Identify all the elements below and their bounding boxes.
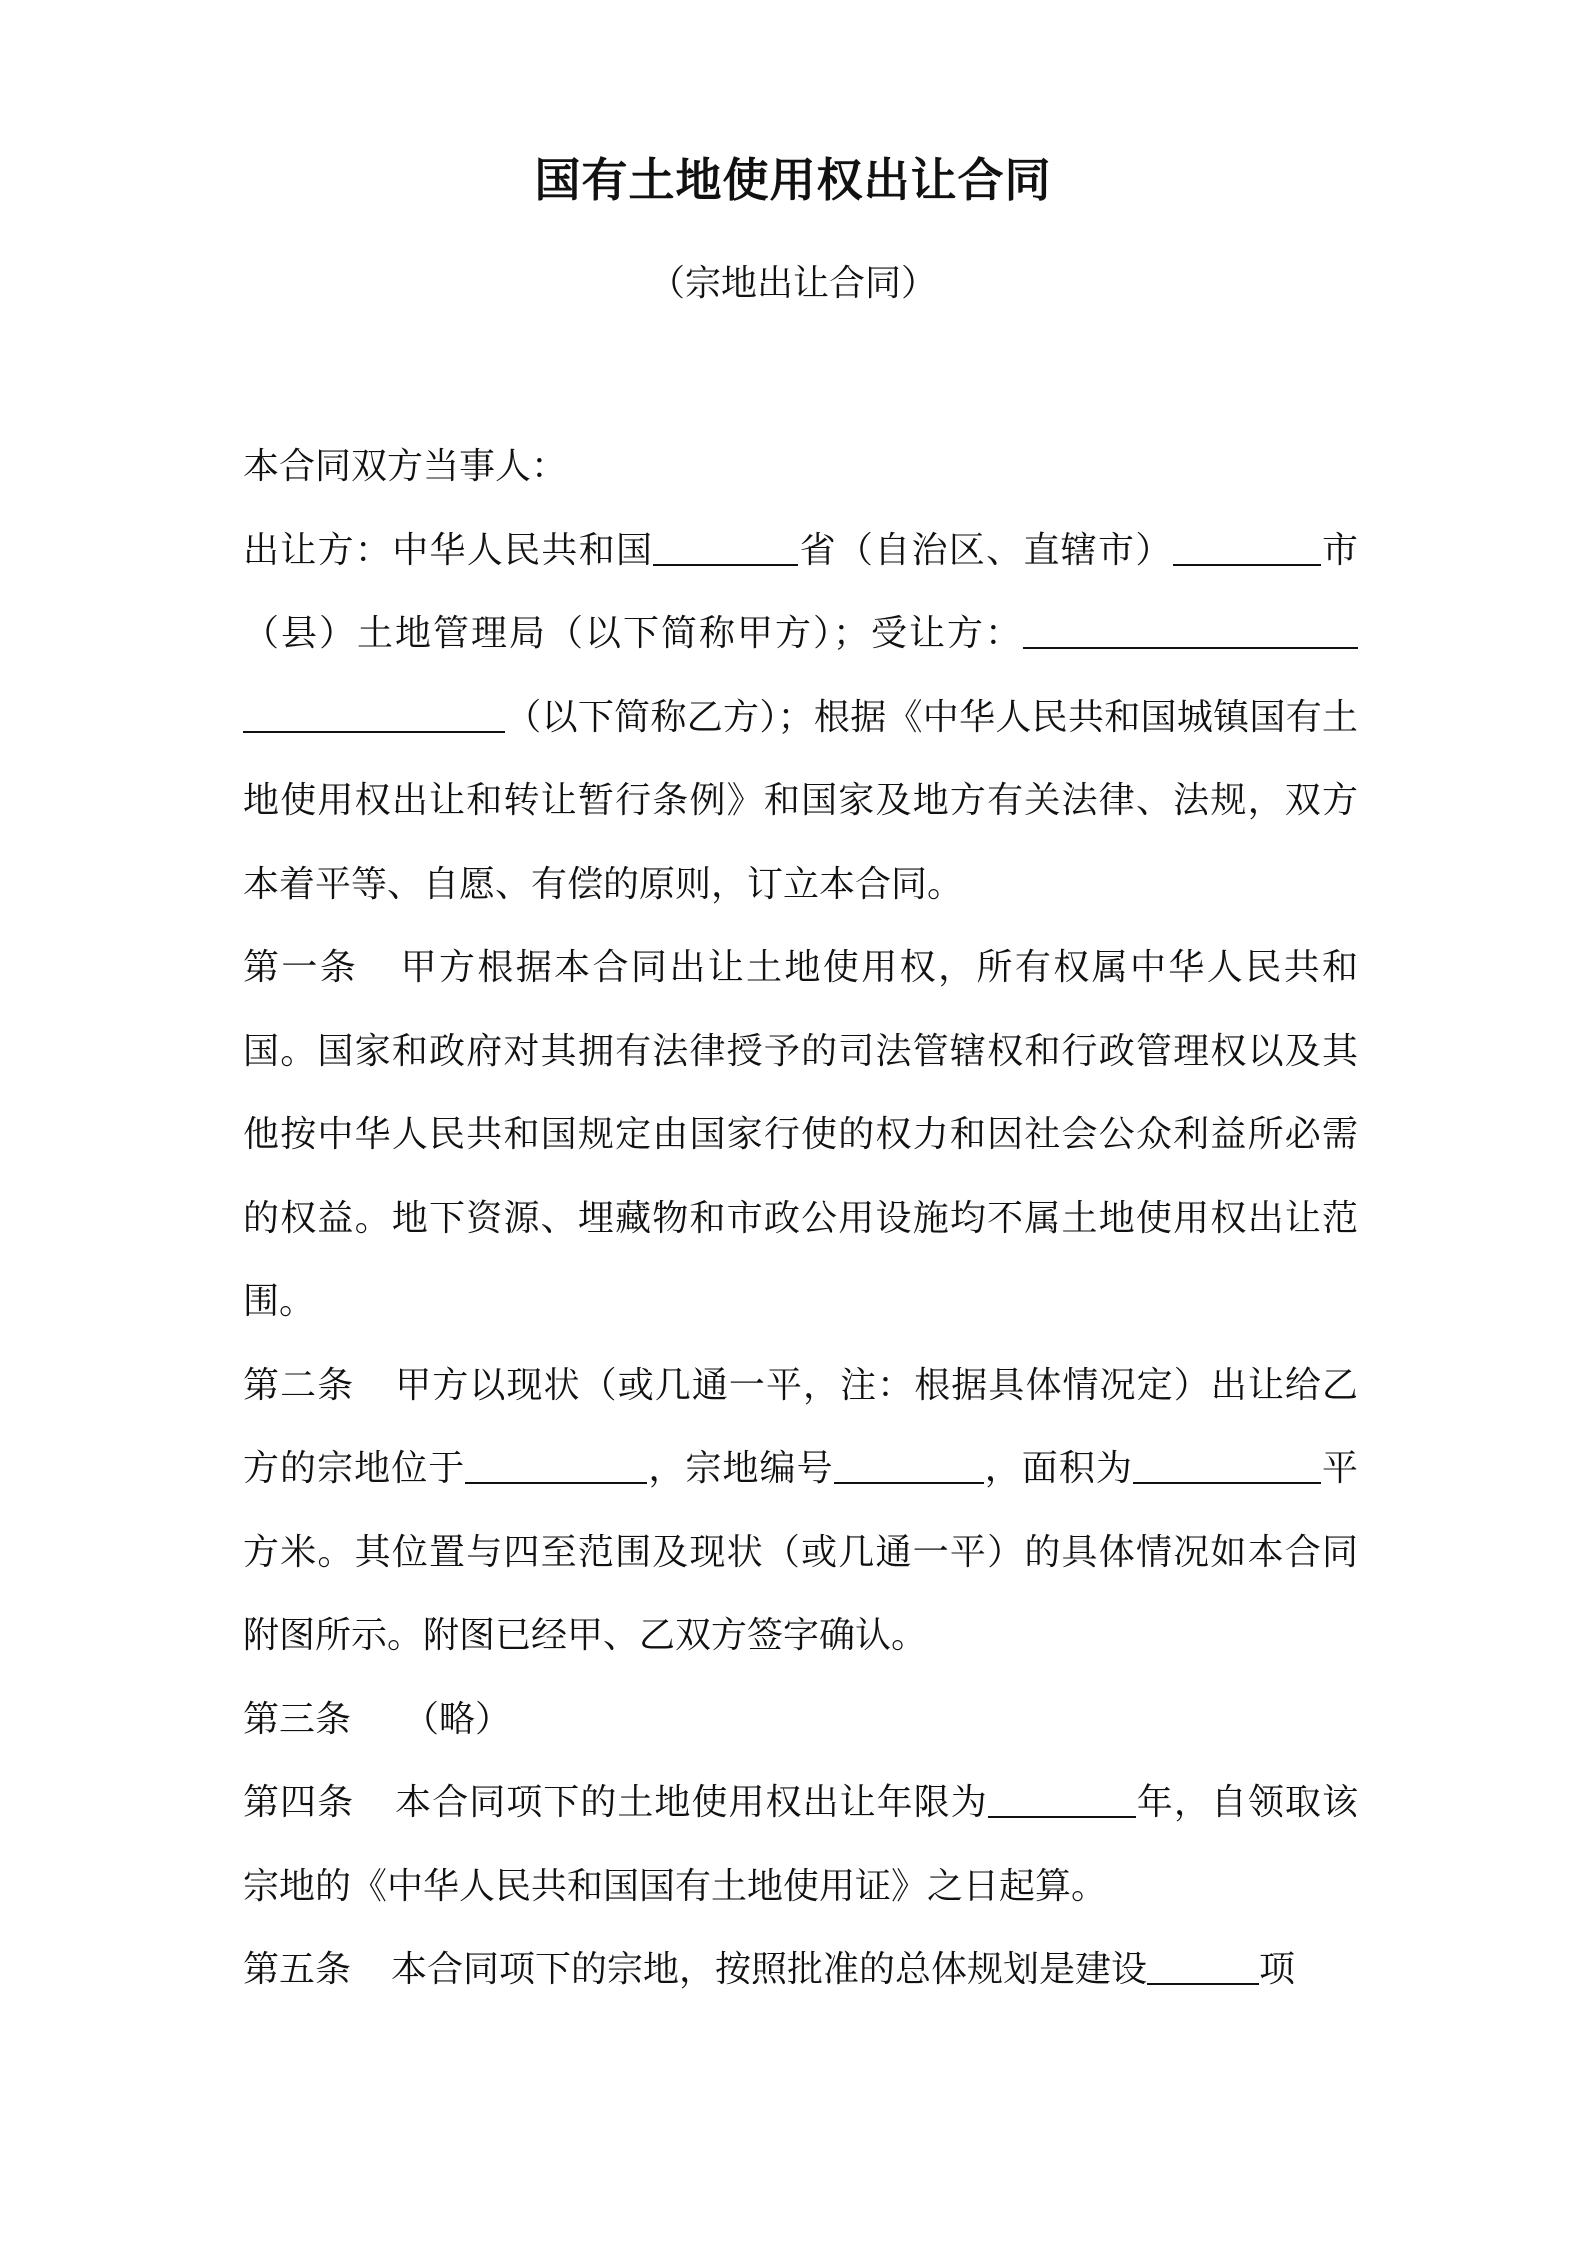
grantee-blank-continued[interactable] (243, 693, 505, 733)
article-2-text-c: ，面积为 (983, 1448, 1133, 1489)
article-1-text: 甲方根据本合同出让土地使用权，所有权属中华人民共和国。国家和政府对其拥有法律授予的司法管辖权和行政管理权以及其他按中华人民共和国规定由国家行使的权力和因社会公众利益所必需的权益。地下资源、埋藏物和市政公用设施均不属土地使用权出让范围。 (243, 947, 1358, 1322)
bureau-text: 市（县）土地管理局（以下简称甲方）；受让方： (243, 529, 1358, 654)
article-4-label: 第四条 (243, 1782, 355, 1823)
article-3-text: （略） (403, 1698, 512, 1740)
article-5-label: 第五条 (243, 1949, 352, 1990)
parties-paragraph (243, 509, 1358, 927)
article-5 (243, 1928, 1358, 2012)
article-2-text-b: ，宗地编号 (647, 1448, 834, 1489)
article-4-text-a: 本合同项下的土地使用权出让年限为 (394, 1782, 988, 1823)
grantee-blank[interactable] (1023, 610, 1358, 650)
parties-heading: 本合同双方当事人： (243, 446, 568, 487)
article-4 (243, 1761, 1358, 1928)
article-5-text-b: 项 (1259, 1949, 1296, 1990)
article-4-text-b: 年，自领取该宗地的《中华人民共和国国有土地使用证》之日起算。 (243, 1782, 1358, 1907)
article-1 (243, 926, 1358, 1344)
city-blank[interactable] (1173, 526, 1321, 566)
contract-body (243, 425, 1358, 2012)
article-2-text-a: 甲方以现状（或几通一平，注：根据具体情况定）出让给乙方的宗地位于 (243, 1364, 1358, 1489)
document-title: 国有土地使用权出让合同 (534, 153, 1052, 207)
term-years-blank[interactable] (988, 1779, 1136, 1819)
legal-basis-text: （以下简称乙方）；根据《中华人民共和国城镇国有土地使用权出让和转让暂行条例》和国家及地方有关法律、法规，双方本着平等、自愿、有偿的原则，订立本合同。 (243, 696, 1358, 905)
article-2-label: 第二条 (243, 1364, 355, 1406)
article-3 (243, 1678, 1358, 1762)
parcel-number-blank[interactable] (834, 1445, 984, 1485)
project-blank[interactable] (1147, 1946, 1259, 1986)
parcel-location-blank[interactable] (465, 1445, 647, 1485)
article-2 (243, 1344, 1358, 1678)
document-subtitle: （宗地出让合同） (648, 263, 937, 304)
province-text: 省（自治区、直辖市） (798, 529, 1173, 571)
province-blank[interactable] (653, 526, 798, 566)
article-1-label: 第一条 (243, 947, 359, 988)
article-3-label: 第三条 (243, 1698, 352, 1740)
parcel-area-blank[interactable] (1133, 1445, 1321, 1485)
article-5-text-a: 本合同项下的宗地，按照批准的总体规划是建设 (391, 1949, 1148, 1990)
article-2-text-d: 平方米。其位置与四至范围及现状（或几通一平）的具体情况如本合同附图所示。附图已经甲、乙双方签字确认。 (243, 1448, 1358, 1656)
grantor-text: 出让方：中华人民共和国 (243, 529, 654, 571)
